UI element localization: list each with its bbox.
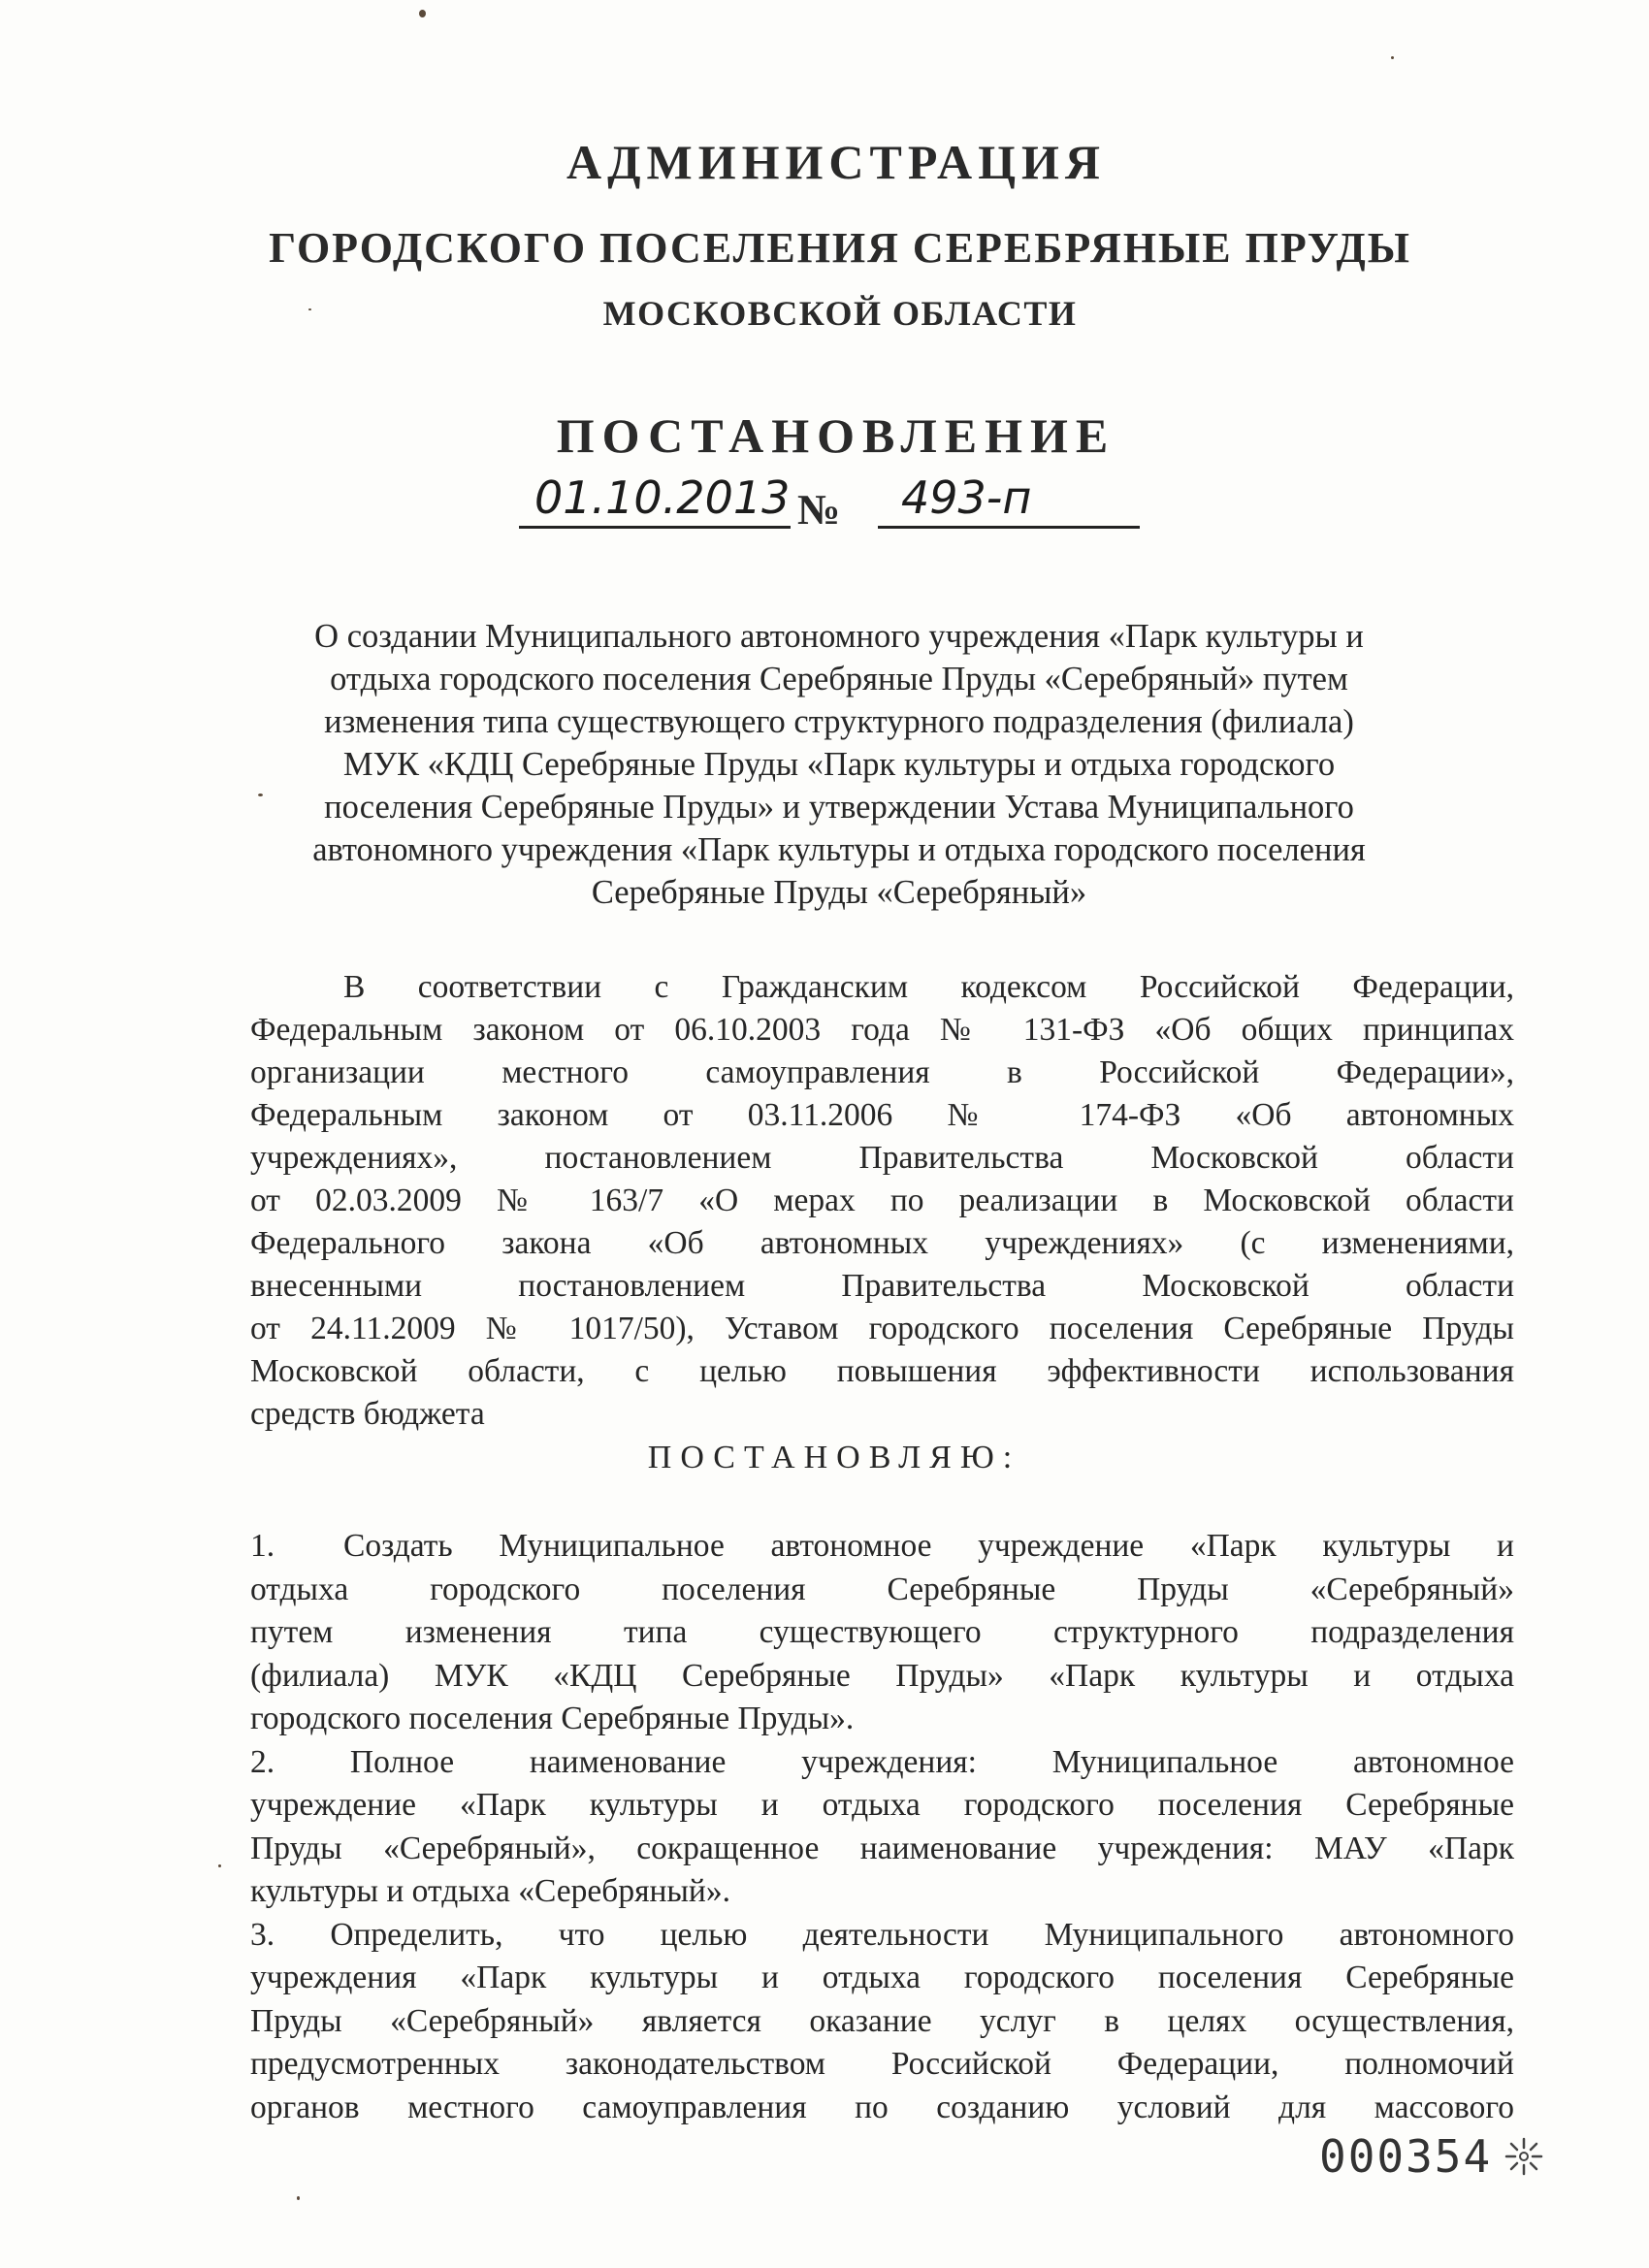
- header-administration: АДМИНИСТРАЦИЯ: [566, 135, 1106, 189]
- header-region: МОСКОВСКОЙ ОБЛАСТИ: [602, 294, 1078, 333]
- scan-speck: [218, 1864, 221, 1867]
- title-line: автономного учреждения «Парк культуры и отдыха городского поселения: [312, 831, 1366, 868]
- title-line: О создании Муниципального автономного учреждения «Парк культуры и: [314, 618, 1364, 655]
- preamble-line: Федеральным законом от 03.11.2006 № 174-ФЗ «Об автономных: [250, 1097, 1514, 1133]
- decree-items: [250, 1525, 1514, 2129]
- scan-speck: [1391, 56, 1394, 59]
- handwritten-date: 01.10.2013: [534, 471, 791, 524]
- title-line: отдыха городского поселения Серебряные Пруды «Серебряный» путем: [330, 661, 1348, 697]
- preamble-line: организации местного самоуправления в Российской Федерации»,: [250, 1054, 1514, 1090]
- preamble: [250, 966, 1514, 1436]
- number-sign: №: [797, 486, 841, 534]
- item-3-line: 3. Определить, что целью деятельности Муниципального автономного: [250, 1916, 1514, 1953]
- item-2-line: 2. Полное наименование учреждения: Муниципальное автономное: [250, 1743, 1514, 1780]
- preamble-line: учреждениях», постановлением Правительства Московской области: [250, 1140, 1514, 1176]
- preamble-line: Федеральным законом от 06.10.2003 года № 131-ФЗ «Об общих принципах: [250, 1012, 1514, 1048]
- scan-speck: [419, 10, 426, 17]
- number-field: [878, 471, 1140, 529]
- decree-heading: ПОСТАНОВЛЯЮ:: [647, 1440, 1021, 1475]
- item-1-number: 1.: [250, 1528, 275, 1564]
- preamble-line: внесенными постановлением Правительства Московской области: [250, 1268, 1514, 1304]
- stamp-rosette-icon: [1504, 2136, 1544, 2177]
- item-3-line: учреждения «Парк культуры и отдыха городского поселения Серебряные: [250, 1960, 1514, 1995]
- item-1-line: отдыха городского поселения Серебряные Пруды «Серебряный»: [250, 1571, 1514, 1607]
- item-2-line: учреждение «Парк культуры и отдыха городского поселения Серебряные: [250, 1787, 1514, 1823]
- item-1-line: городского поселения Серебряные Пруды».: [250, 1701, 855, 1736]
- item-1-line: [250, 1525, 1514, 1569]
- title-line: изменения типа существующего структурного подразделения (филиала): [324, 703, 1354, 740]
- item-2-line: Пруды «Серебряный», сокращенное наименование учреждения: МАУ «Парк: [250, 1830, 1514, 1866]
- item-3-line: Пруды «Серебряный» является оказание услуг в целях осуществления,: [250, 2002, 1514, 2039]
- preamble-line: средств бюджета: [250, 1396, 485, 1432]
- title-line: поселения Серебряные Пруды» и утверждении Устава Муниципального: [324, 789, 1354, 826]
- document-type: ПОСТАНОВЛЕНИЕ: [556, 408, 1116, 463]
- page-stamp-number: 000354: [1319, 2130, 1493, 2183]
- item-1-line: путем изменения типа существующего структурного подразделения: [250, 1614, 1514, 1650]
- title-line: МУК «КДЦ Серебряные Пруды «Парк культуры и отдыха городского: [342, 746, 1336, 783]
- item-1-line: (филиала) МУК «КДЦ Серебряные Пруды» «Парк культуры и отдыха: [250, 1657, 1514, 1694]
- item-3-line: органов местного самоуправления по созданию условий для массового: [250, 2089, 1514, 2125]
- handwritten-number: 493-п: [901, 471, 1032, 524]
- item-1-text: Создать Муниципальное автономное учреждение «Парк культуры и: [343, 1528, 1514, 1564]
- title-line: Серебряные Пруды «Серебряный»: [591, 874, 1087, 911]
- preamble-line: от 24.11.2009 № 1017/50), Уставом городского поселения Серебряные Пруды: [250, 1311, 1514, 1346]
- preamble-line: Федерального закона «Об автономных учреждениях» (с изменениями,: [250, 1225, 1514, 1261]
- item-3-line: предусмотренных законодательством Российской Федерации, полномочий: [250, 2046, 1514, 2082]
- document-title: [194, 615, 1484, 914]
- item-2-line: культуры и отдыха «Серебряный».: [250, 1873, 730, 1909]
- header-settlement: ГОРОДСКОГО ПОСЕЛЕНИЯ СЕРЕБРЯНЫЕ ПРУДЫ: [269, 224, 1411, 272]
- preamble-line: В соответствии с Гражданским кодексом Российской Федерации,: [343, 969, 1514, 1005]
- date-field: [519, 471, 791, 529]
- preamble-line: Московской области, с целью повышения эффективности использования: [250, 1353, 1514, 1389]
- scan-speck: [297, 2196, 300, 2200]
- preamble-line: от 02.03.2009 № 163/7 «О мерах по реализации в Московской области: [250, 1183, 1514, 1218]
